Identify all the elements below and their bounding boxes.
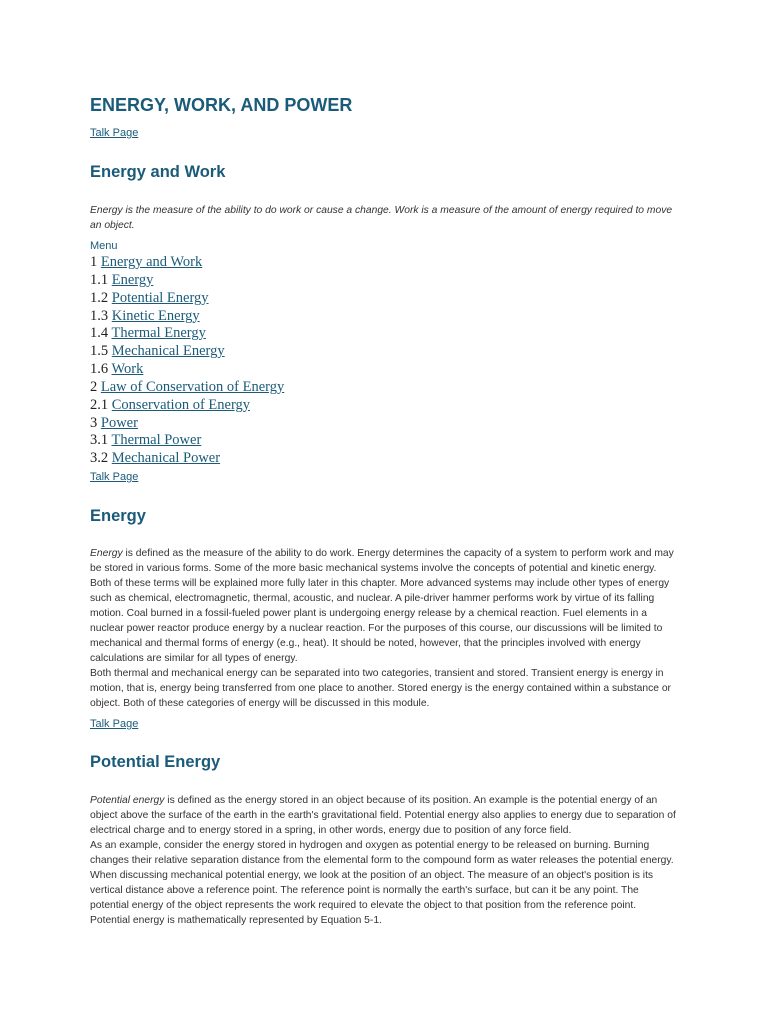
toc-link[interactable]: Energy [111, 271, 154, 288]
toc-number: 2 [90, 378, 98, 395]
toc-number: 2.1 [90, 396, 109, 413]
paragraph: As an example, consider the energy stored in hydrogen and oxygen as potential energy to be released on burning. Burning changes their relative separation distance from the elemental form to the compound form as water releases the potential energy. [90, 840, 674, 866]
toc-link[interactable]: Kinetic Energy [111, 307, 200, 324]
talk-page-link[interactable]: Talk Page [90, 127, 139, 139]
menu-label: Menu [90, 240, 118, 252]
paragraph-text: is defined as the energy stored in an object because of its position. An example is the potential energy of an object above the surface of the earth in the earth's gravitational field. Potential energy also applies to energy due to separation of electrical charge and to energy stored in a spring, in other words, energy due to position of any force field. [90, 795, 676, 836]
toc-item [90, 308, 284, 326]
toc-number: 1.6 [90, 361, 109, 378]
paragraph-text: is defined as the measure of the ability to do work. Energy determines the capacity of a system to perform work and may be stored in various forms. Some of the more basic mechanical systems involve the concepts of potential and kinetic energy. Both of these terms will be explained more fully later in this chapter. More advanced systems may include other types of energy such as chemical, electromagnetic, thermal, acoustic, and nuclear. A pile-driver hammer performs work by virtue of its falling motion. Coal burned in a fossil-fueled power plant is undergoing energy release by a chemical reaction. Fuel elements in a nuclear power reactor produce energy by a nuclear reaction. For the purposes of this course, our discussions will be limited to mechanical and thermal forms of energy (e.g., heat). It should be noted, however, that the principles involved with energy calculations are similar for all types of energy. [90, 548, 674, 664]
defined-term: Energy [90, 548, 123, 559]
potential-energy-section-body [90, 793, 678, 928]
toc-item [90, 397, 284, 415]
toc-item [90, 432, 284, 450]
table-of-contents [90, 254, 284, 468]
paragraph: When discussing mechanical potential energy, we look at the position of an object. The measure of an object's position is its vertical distance above a reference point. The reference point is normally the earth's surface, but can it be any point. The potential energy of the object represents the work required to elevate the object to that position from the reference point. Potential energy is mathematically represented by Equation 5-1. [90, 870, 654, 926]
paragraph [90, 793, 678, 838]
toc-item [90, 361, 284, 379]
toc-number: 1.2 [90, 289, 109, 306]
toc-link[interactable]: Thermal Energy [111, 325, 206, 342]
talk-page-link[interactable]: Talk Page [90, 718, 139, 730]
toc-link[interactable]: Law of Conservation of Energy [100, 378, 285, 395]
paragraph [90, 546, 678, 666]
toc-item [90, 415, 284, 433]
section-heading-energy-and-work: Energy and Work [90, 163, 226, 181]
section-heading-energy: Energy [90, 507, 146, 525]
toc-link[interactable]: Potential Energy [111, 289, 209, 306]
energy-section-body [90, 546, 678, 711]
toc-number: 1.5 [90, 343, 109, 360]
toc-link[interactable]: Work [111, 361, 144, 378]
toc-item [90, 325, 284, 343]
toc-number: 1.3 [90, 307, 109, 324]
toc-item [90, 254, 284, 272]
toc-number: 3 [90, 414, 98, 431]
toc-item [90, 379, 284, 397]
toc-link[interactable]: Mechanical Power [111, 450, 221, 467]
toc-link[interactable]: Thermal Power [111, 432, 202, 449]
toc-link[interactable]: Energy and Work [100, 254, 203, 270]
toc-item [90, 450, 284, 468]
toc-item [90, 272, 284, 290]
toc-number: 1.1 [90, 271, 109, 288]
talk-page-link[interactable]: Talk Page [90, 471, 139, 483]
toc-link[interactable]: Mechanical Energy [111, 343, 225, 360]
toc-item [90, 290, 284, 308]
page-title: ENERGY, WORK, AND POWER [90, 95, 353, 115]
toc-number: 3.1 [90, 432, 109, 449]
toc-number: 1 [90, 254, 98, 270]
toc-item [90, 343, 284, 361]
paragraph: Both thermal and mechanical energy can be separated into two categories, transient and stored. Transient energy is energy in motion, that is, energy being transferred from one place to another. Stored energy is the energy contained within a substance or object. Both of these categories of energy will be discussed in this module. [90, 668, 671, 709]
toc-number: 3.2 [90, 450, 109, 467]
defined-term: Potential energy [90, 795, 165, 806]
section-heading-potential-energy: Potential Energy [90, 753, 221, 771]
toc-number: 1.4 [90, 325, 109, 342]
toc-link[interactable]: Power [100, 414, 138, 431]
section-lede: Energy is the measure of the ability to do work or cause a change. Work is a measure of the amount of energy required to move an object. [90, 205, 673, 231]
toc-link[interactable]: Conservation of Energy [111, 396, 251, 413]
